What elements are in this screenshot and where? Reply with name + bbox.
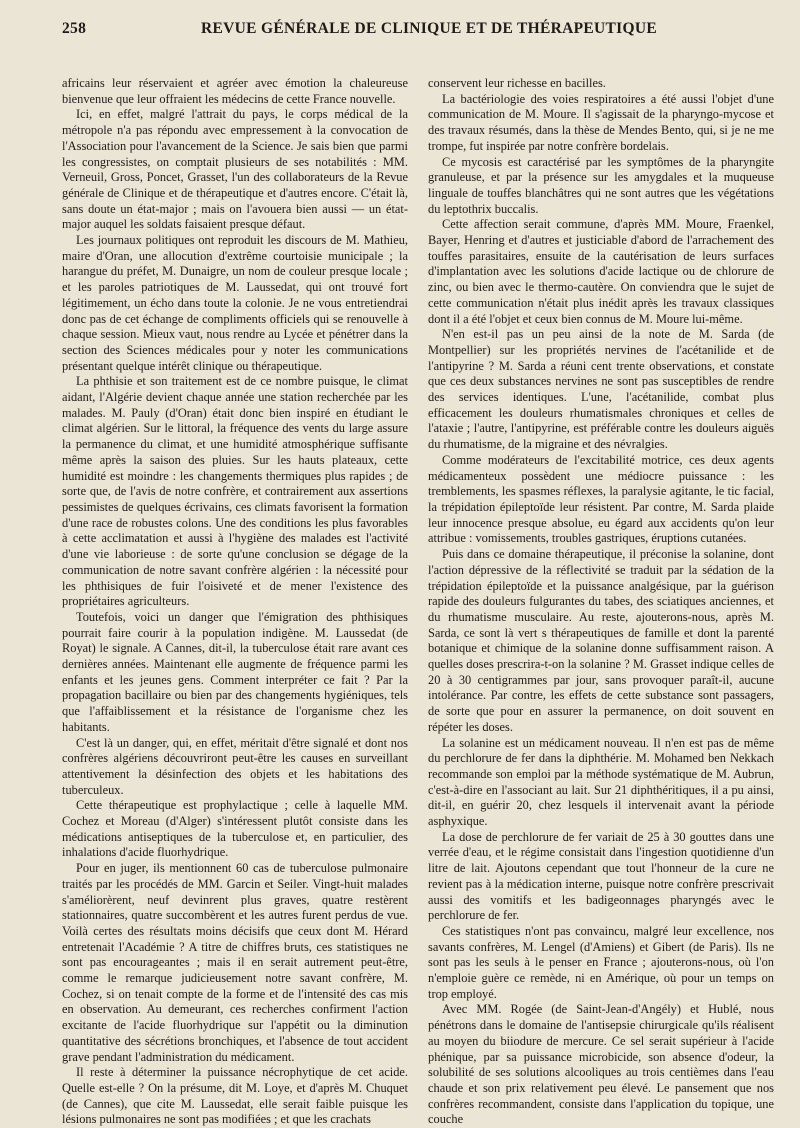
paragraph: La solanine est un médicament nouveau. Il n'en est pas de même du perchlorure de fer dans la diphthérie. M. Mohamed ben Nekkach recommande son emploi par la méthode systématique de M. Aubrun, c'est-à-dire en l'associant au lait. Sur 21 diphthéritiques, il a pu ainsi, dit-il, en guérir 20, chez lesquels il intervenait avant la période asphyxique.: [428, 735, 774, 829]
text-columns: [62, 76, 776, 1127]
paragraph: Ce mycosis est caractérisé par les symptômes de la pharyngite granuleuse, et par la présence sur les amygdales et la muqueuse linguale de touffes blanchâtres qui ne sont autres que les végétations du leptothrix buccalis.: [428, 154, 774, 216]
paragraph: La bactériologie des voies respiratoires a été aussi l'objet d'une communication de M. Moure. Il s'agissait de la pharyngo-mycose et des travaux résumés, dans la thèse de Mendes Bento, qui, si je ne me trompe, fut inspirée par notre confrère bordelais.: [428, 91, 774, 153]
paragraph: La phthisie et son traitement est de ce nombre puisque, le climat aidant, l'Algérie devient chaque année une station recherchée par les malades. M. Pauly (d'Oran) était donc bien inspiré en étudiant le climat algérien. Sur le littoral, la fréquence des vents du large assure la permanence du climat, et une humidité atmosphérique suffisante même après la saison des pluies. Sur les hauts plateaux, cette humidité est moindre : les changements thermiques plus rapides ; de sorte que, de l'avis de notre confrère, et contrairement aux assertions pessimistes de quelques écrivains, ces climats favorisent la formation d'une race de robustes colons. Une des conditions les plus favorables à cette acclimatation et aussi à l'hygiène des malades est l'activité d'une vie laborieuse : de sorte qu'une conclusion se dégage de la communication de notre savant confrère algérien : la nécessité pour les phthisiques de fuir l'oisiveté et de mener l'existence des propriétaires agriculteurs.: [62, 374, 408, 609]
paragraph: Cette thérapeutique est prophylactique ; celle à laquelle MM. Cochez et Moreau (d'Alger) s'intéressent plutôt consiste dans les médications antiseptiques de la tuberculose et, en particulier, des inhalations d'acide fluorhydrique.: [62, 798, 408, 860]
paragraph: Puis dans ce domaine thérapeutique, il préconise la solanine, dont l'action dépressive de la réflectivité se traduit par la sédation de la trépidation épileptoïde et la puissance analgésique, par la guérison rapide des douleurs fulgurantes du tabes, des sciatiques anciennes, et du rhumatisme musculaire. Au reste, ajouterons-nous, après M. Sarda, ce sont là vert s thérapeutiques de famille et dont la parenté botanique et chimique de la solanine donne suffisamment raison. A quelles doses prescrira-t-on la solanine ? M. Grasset indique celles de 20 à 30 centigrammes par jour, sans provoquer paraît-il, aucune intolérance. Par contre, les effets de cette substance sont passagers, de sorte que pour en assurer la permanence, on doit souvent en répéter les doses.: [428, 547, 774, 734]
running-head: [62, 20, 776, 46]
paragraph: Ces statistiques n'ont pas convaincu, malgré leur excellence, nos savants confrères, M. Lengel (d'Amiens) et Gibert (de Paris). Ils ne sont pas les seuls à le penser en France ; ajouterons-nous, où l'on n'emploie guère ce remède, ni en Amérique, où pour un temps on trop employé.: [428, 923, 774, 1001]
right-column: [428, 76, 774, 1127]
paragraph: Cette affection serait commune, d'après MM. Moure, Fraenkel, Bayer, Henring et d'autres et justiciable d'abord de l'arrachement des touffes parasitaires, ensuite de la cautérisation de leurs surfaces d'implantation avec les solutions d'acide lactique ou de chlorure de zinc, ou bien avec le thermo-cautère. On conviendra que le sujet de cette communication n'était plus inédit après les travaux classiques dont il a été l'objet et ceux bien connus de M. Moure lui-même.: [428, 217, 774, 326]
paragraph: Avec MM. Rogée (de Saint-Jean-d'Angély) et Hublé, nous pénétrons dans le domaine de l'antisepsie chirurgicale qu'ils réalisent au moyen du biiodure de mercure. Ce sel serait supérieur à l'acide phénique, par sa puissance microbicide, son absence d'odeur, la solubilité de ses solutions alcooliques au trois centièmes dans l'eau chaude et son prix relativement peu élevé. Le pansement que nos confrères recommandent, consiste dans l'application du topique, une couche: [428, 1002, 774, 1127]
paragraph: Toutefois, voici un danger que l'émigration des phthisiques pourrait faire courir à la population indigène. M. Laussedat (de Royat) le signale. A Cannes, dit-il, la tuberculose était rare avant ces dernières années. Maintenant elle augmente de fréquence parmi les enfants et les jeunes gens. Comment interpréter ce fait ? Par la propagation bacillaire ou bien par des changements hygiéniques, tels que l'affaiblissement et la résistance de l'organisme chez les habitants.: [62, 609, 408, 734]
paragraph: conservent leur richesse en bacilles.: [428, 76, 606, 90]
paragraph: Ici, en effet, malgré l'attrait du pays, le corps médical de la métropole n'a pas répondu avec empressement à la convocation de l'Association pour l'avancement de la Science. Je sais bien que parmi les congressistes, on comptait plusieurs de ses notabilités : MM. Verneuil, Gross, Poncet, Grasset, l'un des collaborateurs de la Revue générale de Clinique et de thérapeutique et d'autres encore. C'était là, sans doute un état-major ; mais on l'avouera bien aussi — un état-major auquel les soldats faisaient presque défaut.: [62, 107, 408, 232]
paragraph: La dose de perchlorure de fer variait de 25 à 30 gouttes dans une verrée d'eau, et le régime consistait dans l'ingestion quotidienne d'un litre de lait. Ajoutons cependant que tout l'honneur de la cure ne revient pas à la médication interne, puisque notre confrère prescrivait aussi des vomitifs et les badigeonnages pharyngés avec le perchlorure de fer.: [428, 829, 774, 923]
paragraph: Il reste à déterminer la puissance nécrophytique de cet acide. Quelle est-elle ? On la présume, dit M. Loye, et d'après M. Chuquet (de Cannes), que cite M. Laussedat, elle serait faible puisque les lésions pulmonaires ne sont pas modifiées ; et que les crachats: [62, 1065, 408, 1127]
left-column: [62, 76, 408, 1127]
paragraph: Comme modérateurs de l'excitabilité motrice, ces deux agents médicamenteux possèdent une médiocre puissance : les tremblements, les spasmes réflexes, la paralysie agitante, le tic facial, la trépidation épileptoïde leur résistent. Par contre, M. Sarda plaide leur innocence presque absolue, eu égard aux accidents qu'on leur attribue : vomissements, troubles gastriques, éruptions cutanées.: [428, 452, 774, 546]
paragraph: Pour en juger, ils mentionnent 60 cas de tuberculose pulmonaire traités par les procédés de MM. Garcin et Seiler. Vingt-huit malades s'améliorèrent, neuf devinrent plus graves, quatre restèrent stationnaires, quatre succombèrent et les autres furent perdus de vue. Voilà certes des résultats moins décisifs que ceux dont M. Hérard entretenait l'Académie ? A titre de chiffres bruts, ces statistiques ne sont pas encourageantes ; mais il en serait autrement peut-être, comme le remarque judicieusement notre savant confrère, M. Cochez, si on tenait compte de la forme et de l'intensité des cas mis en observation. Au demeurant, ces recherches confirment l'action excitante de l'acide fluorhydrique sur l'appétit ou la diminution quantitative des sécrétions bronchiques, et l'absence de tout accident grave pendant l'administration du médicament.: [62, 861, 408, 1064]
page-number: 258: [62, 20, 87, 37]
paragraph: Les journaux politiques ont reproduit les discours de M. Mathieu, maire d'Oran, une allocution d'extrême courtoisie municipale ; la harangue du préfet, M. Dunaigre, un nom de couleur presque locale ; et les paroles patriotiques de M. Laussedat, qui ont trouvé fort légitimement, un écho dans toute la colonie. Je ne vous entretiendrai donc pas de cet échange de compliments officiels qui se renouvelle à chaque session. Mieux vaut, nous rendre au Lycée et pénétrer dans la section des Sciences médicales pour y noter les communications présentant quelque intérêt clinique ou thérapeutique.: [62, 233, 408, 373]
journal-title: REVUE GÉNÉRALE DE CLINIQUE ET DE THÉRAPEUTIQUE: [201, 20, 657, 37]
paragraph: africains leur réservaient et agréer avec émotion la chaleureuse bienvenue que leur offraient les médecins de cette France nouvelle.: [62, 76, 408, 106]
paragraph: C'est là un danger, qui, en effet, méritait d'être signalé et dont nos confrères algériens découvriront peut-être les causes en surveillant attentivement la désinfection des objets et les habitations des tuberculeux.: [62, 735, 408, 797]
paragraph: N'en est-il pas un peu ainsi de la note de M. Sarda (de Montpellier) sur les propriétés nervines de l'acétanilide et de l'antipyrine ? M. Sarda a réuni cent trente observations, et constate que ces deux substances nervines ne sont pas susceptibles de rendre des services identiques. L'une, l'acétanilide, combat plus efficacement les douleurs rhumatismales chroniques et celles de l'ataxie ; l'autre, l'antipyrine, est préférable contre les douleurs aiguës du rhumatisme, de la migraine et des névralgies.: [428, 327, 774, 452]
